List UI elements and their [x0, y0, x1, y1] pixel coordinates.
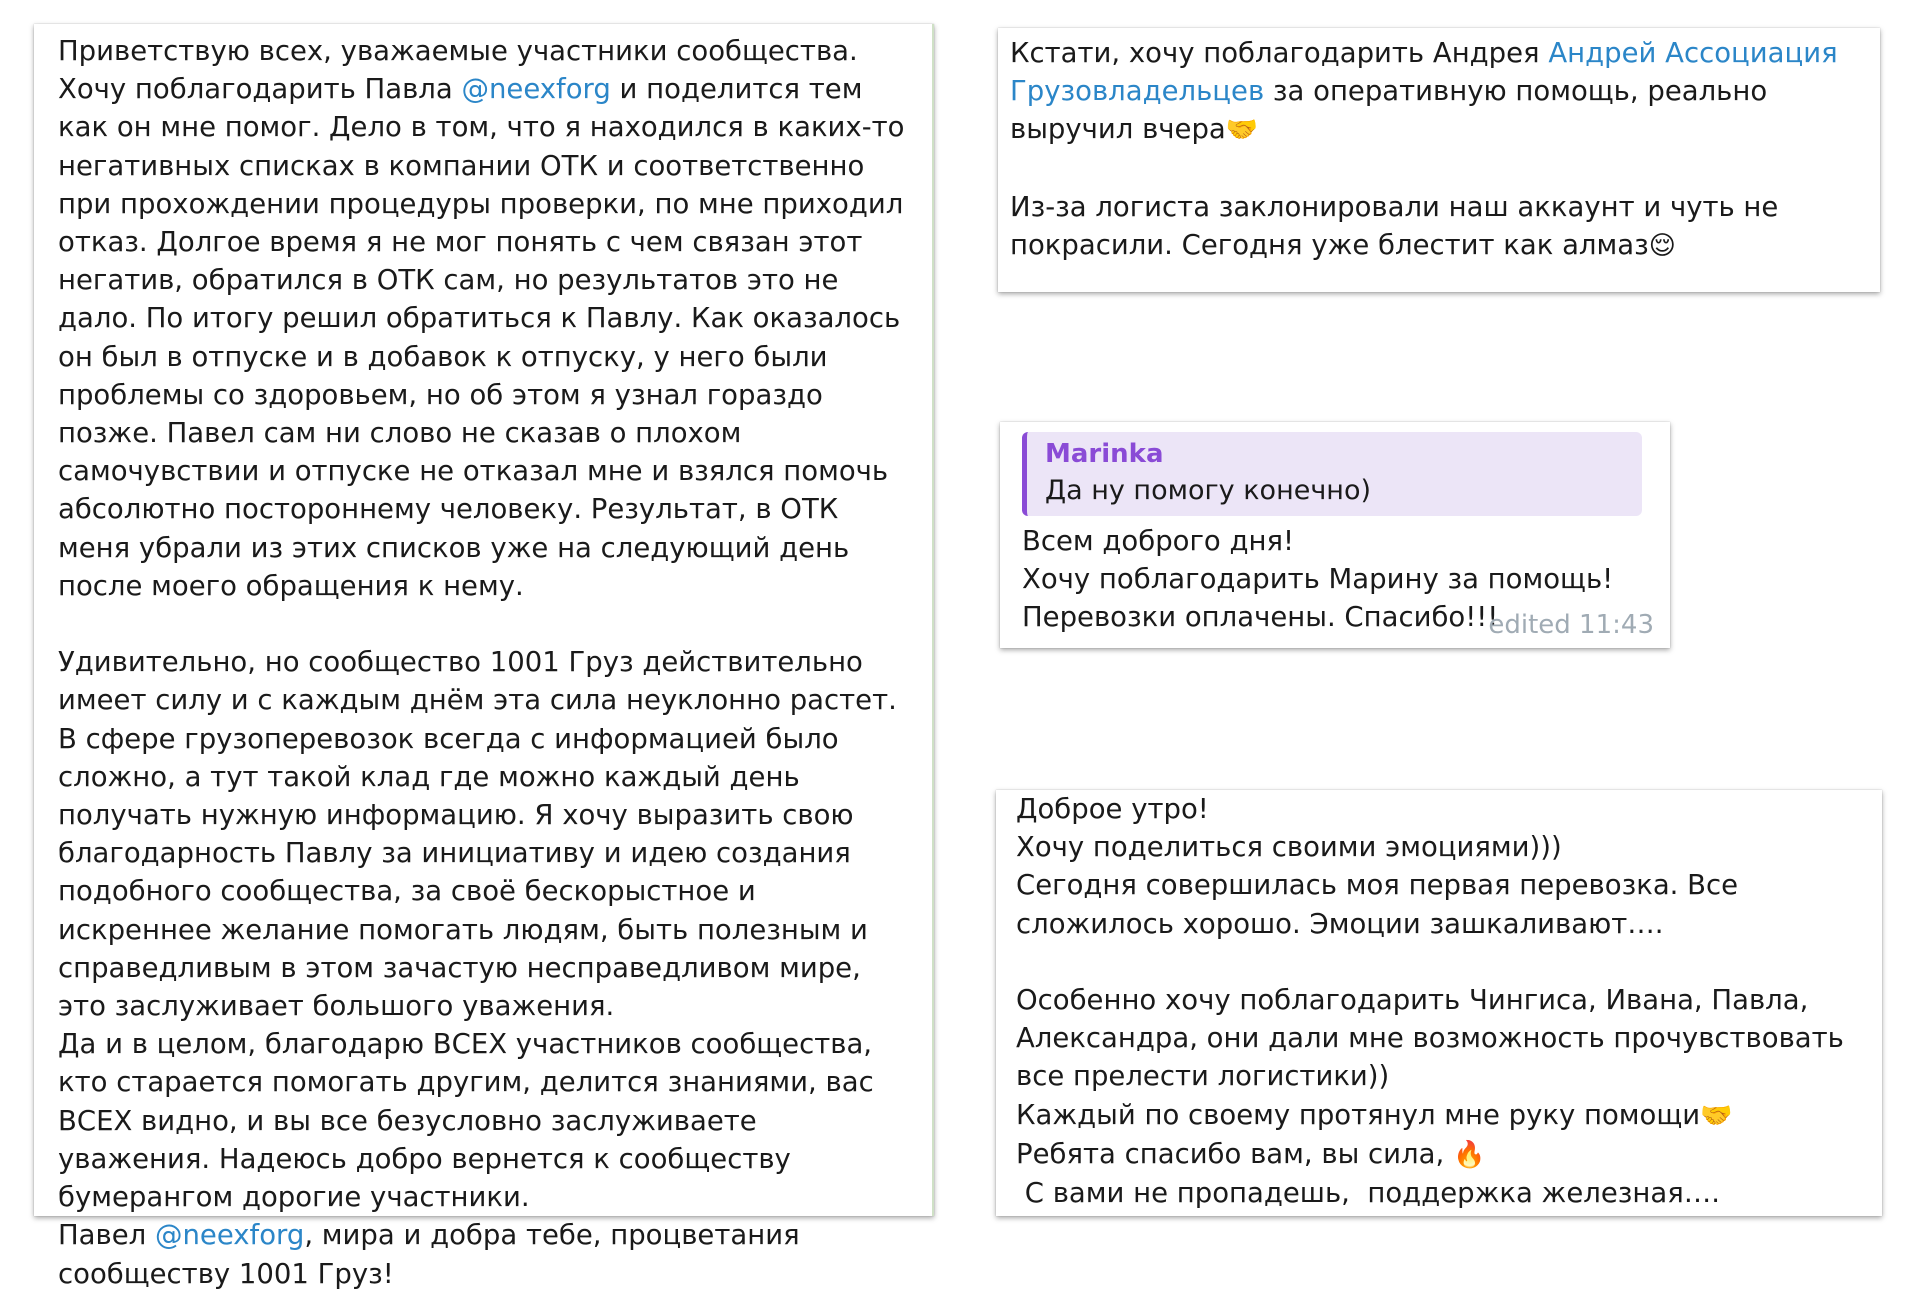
edited-timestamp: edited 11:43: [1488, 610, 1654, 640]
quote-author: Marinka: [1045, 439, 1164, 469]
text-part: Кстати, хочу поблагодарить Андрея: [1010, 37, 1549, 69]
text-part: Удивительно, но сообщество 1001 Груз действительно имеет силу и с каждым днём эта сила неуклонно растет. В сфере грузоперевозок всегда с информацией было сложно, а тут такой клад где можно каждый день получать нужную информацию. Я хочу выразить свою благодарность Павлу за инициативу и идею создания подобного сообщества, за своё бескорыстное и искреннее желание помогать людям, быть полезным и справедливым в этом зачастую несправедливом мире, это заслуживает большого уважения.: [58, 646, 906, 1023]
text-part: Да и в целом, благодарю ВСЕХ участников сообщества, кто старается помогать другим, делится знаниями, вас ВСЕХ видно, и вы все безусловно заслуживаете уважения. Надеюсь добро вернется к сообществу бумерангом дорогие участники.: [58, 1028, 883, 1214]
message-text: [1010, 34, 1868, 265]
text-line: Всем доброго дня!: [1022, 525, 1295, 557]
text-line: Доброе утро!: [1016, 793, 1209, 825]
message-card-andrey: [998, 28, 1880, 292]
text-line: Ребята спасибо вам, вы сила,: [1016, 1137, 1453, 1170]
message-card-morning: [996, 790, 1882, 1216]
mention-link[interactable]: @neexforg: [154, 1219, 305, 1252]
text-line: Перевозки оплачены. Спасибо!!!: [1022, 601, 1499, 633]
text-line: Особенно хочу поблагодарить Чингиса, Ивана, Павла, Александра, они дали мне возможность прочувствовать все прелести логистики)): [1016, 984, 1862, 1093]
text-line: С вами не пропадешь, поддержка железная….: [1016, 1177, 1720, 1210]
handshake-icon: 🤝: [1700, 1100, 1733, 1131]
handshake-icon: 🤝: [1225, 115, 1259, 146]
message-card-long: [34, 24, 934, 1290]
text-part: Из-за логиста заклонировали наш аккаунт и чуть не покрасили. Сегодня уже блестит как алмаз: [1010, 190, 1788, 262]
card-edge: [932, 24, 934, 1216]
text-line: Каждый по своему протянул мне руку помощи: [1016, 1098, 1701, 1131]
text-part: и поделится тем как он мне помог. Дело в том, что я находился в каких-то негативных списках в компании ОТК и соответственно при прохождении процедуры проверки, по мне приходил отказ. Долгое время я не мог понять с чем связан этот негатив, обратился в ОТК сам, но результатов это не дало. По итогу решил обратиться к Павлу. Как оказалось он был в отпуске и в добавок к отпуску, у него были проблемы со здоровьем, но об этом я узнал гораздо позже. Павел сам ни слово не сказав о плохом самочувствии и отпуске не отказал мне и взялся помочь абсолютно постороннему человеку. Результат, в ОТК меня убрали из этих списков уже на следующий день после моего обращения к нему.: [58, 73, 914, 602]
text-part: Приветствую всех, уважаемые участники сообщества. Хочу поблагодарить Павла: [58, 35, 867, 106]
text-part: Павел: [58, 1219, 155, 1252]
text-line: Хочу поблагодарить Марину за помощь!: [1022, 563, 1614, 595]
text-line: Сегодня совершилась моя первая перевозка. Все сложилось хорошо. Эмоции зашкаливают….: [1016, 869, 1747, 940]
message-text: [1016, 790, 1870, 1212]
text-part: , мира и добра тебе, процветания сообществу 1001 Груз!: [58, 1219, 809, 1290]
text-line: Хочу поделиться своими эмоциями))): [1016, 831, 1562, 864]
fire-icon: 🔥: [1452, 1139, 1486, 1170]
text-part: за оперативную помощь, реально выручил вчера: [1010, 75, 1776, 146]
relieved-face-icon: 😌: [1648, 231, 1676, 262]
message-text: [58, 32, 914, 1293]
mention-link[interactable]: @neexforg: [461, 73, 611, 106]
message-card-marinka: [1000, 422, 1670, 648]
quote-text: Да ну помогу конечно): [1045, 475, 1371, 506]
reply-quote[interactable]: [1022, 432, 1642, 516]
user-link[interactable]: Андрей Ассоциация Грузовладельцев: [1010, 37, 1847, 108]
